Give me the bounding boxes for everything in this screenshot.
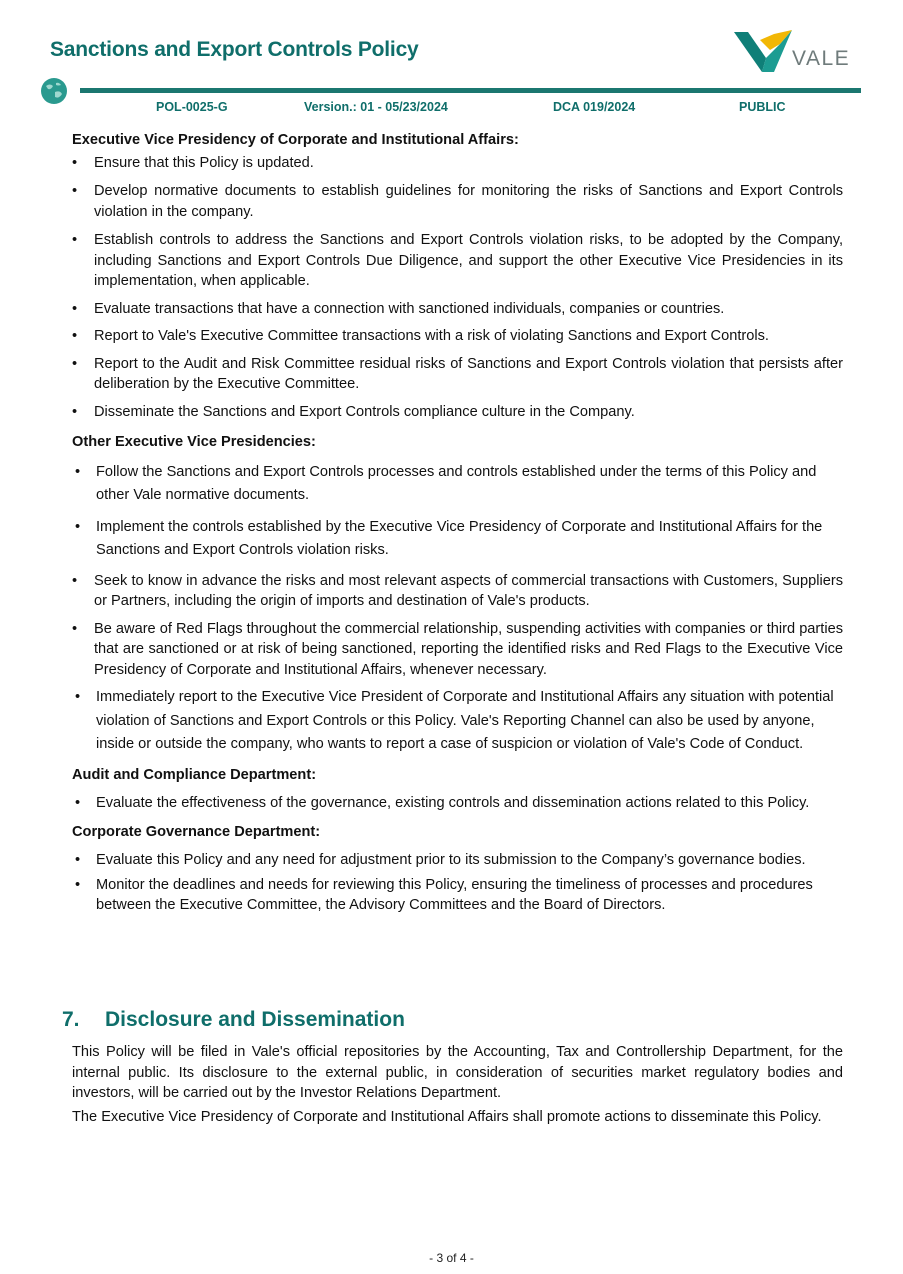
list-item: • Seek to know in advance the risks and most relevant aspects of commercial transactions with Customers, Suppliers or Partners, including the origin of imports and destination of Vale's products.	[72, 572, 843, 609]
group-heading: Audit and Compliance Department:	[72, 766, 317, 783]
page-number: - 3 of 4 -	[429, 1251, 474, 1265]
document-title: Sanctions and Export Controls Policy	[50, 38, 419, 61]
list-item: • Be aware of Red Flags throughout the commercial relationship, suspending activities with companies or third parties that are sanctioned or at risk of being sanctioned, reporting the identified risks and Red Flags to the Executive Vice Presidency of Corporate and Institutional Affairs, whenever necessary.	[72, 620, 843, 678]
section-body	[72, 1042, 843, 1127]
bullet-list	[72, 850, 843, 916]
doc-id: POL-0025-G	[156, 100, 228, 114]
globe-icon	[40, 77, 68, 105]
list-item: • Report to Vale's Executive Committee transactions with a risk of violating Sanctions and Export Controls.	[72, 328, 769, 344]
section-title: Disclosure and Dissemination	[105, 1008, 405, 1031]
bullet-list	[72, 461, 843, 757]
section-heading	[62, 1008, 405, 1032]
list-item: • Immediately report to the Executive Vice President of Corporate and Institutional Affairs any situation with potential violation of Sanctions and Export Controls or this Policy. Vale's Reporting Channel can also be used by anyone, inside or outside the company, who wants to report a case of suspicion or violation of Vale's Code of Conduct.	[75, 689, 834, 752]
list-item: • Ensure that this Policy is updated.	[72, 154, 314, 171]
doc-classification: PUBLIC	[739, 100, 786, 114]
group-heading: Corporate Governance Department:	[72, 823, 321, 840]
bullet-list	[72, 793, 843, 814]
doc-dca: DCA 019/2024	[553, 100, 636, 114]
paragraph: The Executive Vice Presidency of Corporate and Institutional Affairs shall promote actions to disseminate this Policy.	[72, 1108, 822, 1125]
group-heading: Executive Vice Presidency of Corporate and Institutional Affairs:	[72, 132, 519, 148]
list-item: • Evaluate transactions that have a connection with sanctioned individuals, companies or countries.	[72, 300, 725, 317]
paragraph: This Policy will be filed in Vale's official repositories by the Accounting, Tax and Controllership Department, for the internal public. Its disclosure to the external public, in consideration of securities market regulatory bodies and investors, will be carried out by the Investor Relations Department.	[72, 1044, 843, 1101]
bullet-list	[72, 153, 843, 423]
list-item: • Implement the controls established by the Executive Vice Presidency of Corporate and Institutional Affairs for the Sanctions and Export Controls violation risks.	[75, 518, 823, 558]
list-item: • Develop normative documents to establish guidelines for monitoring the risks of Sanctions and Export Controls violation in the company.	[72, 183, 843, 220]
list-item: • Monitor the deadlines and needs for reviewing this Policy, ensuring the timeliness of processes and procedures between the Executive Committee, the Advisory Committees and the Board of Directors.	[75, 876, 813, 913]
group-heading: Other Executive Vice Presidencies:	[72, 434, 316, 450]
list-item: • Establish controls to address the Sanctions and Export Controls violation risks, to be adopted by the Company, including Sanctions and Export Controls Due Diligence, and support the other Executive Vice Presidencies in its implementation, when applicable.	[72, 232, 843, 289]
brand-name: VALE	[792, 47, 851, 70]
list-item: • Follow the Sanctions and Export Controls processes and controls established under the terms of this Policy and other Vale normative documents.	[75, 463, 817, 503]
responsibilities-body	[72, 130, 843, 916]
section-number: 7.	[62, 1008, 80, 1031]
list-item: • Disseminate the Sanctions and Export Controls compliance culture in the Company.	[72, 403, 635, 420]
list-item: • Evaluate this Policy and any need for adjustment prior to its submission to the Company’s governance bodies.	[75, 852, 806, 868]
list-item: • Evaluate the effectiveness of the governance, existing controls and dissemination actions related to this Policy.	[75, 795, 810, 811]
doc-version: Version.: 01 - 05/23/2024	[304, 100, 448, 114]
list-item: • Report to the Audit and Risk Committee residual risks of Sanctions and Export Controls violation that persists after deliberation by the Executive Committee.	[72, 355, 843, 392]
header-rule	[80, 88, 861, 93]
